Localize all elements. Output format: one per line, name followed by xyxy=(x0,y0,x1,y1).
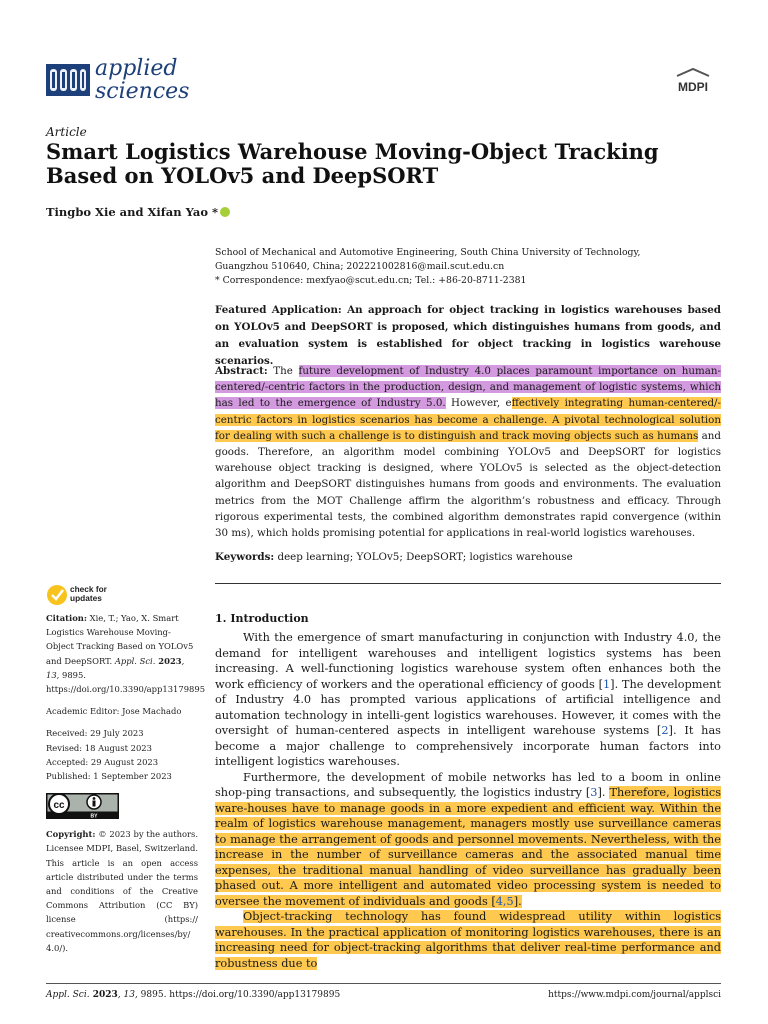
paragraph-3 xyxy=(215,909,721,971)
author-names: Tingbo Xie and Xifan Yao * xyxy=(46,205,219,219)
paragraph-1-text-a: With the emergence of smart manufacturing in conjunction with Industry 4.0, the demand for intelligent warehouses and intelligent logistics systems has been increasing. A well-functioning logistics warehouse system often enhances both the work efficiency of workers and the operational efficiency of goods [ xyxy=(215,631,721,691)
citation-doi[interactable]: 9895. https://doi.org/10.3390/app13179895 xyxy=(46,669,206,695)
abstract xyxy=(215,363,721,541)
copyright-label: Copyright: xyxy=(46,829,96,840)
sidebar xyxy=(46,611,206,955)
footer-divider xyxy=(46,983,721,984)
paragraph-1 xyxy=(215,630,721,770)
footer-journal-url[interactable]: https://www.mdpi.com/journal/applsci xyxy=(548,990,721,1000)
abstract-text-1: The xyxy=(273,365,299,377)
paragraph-1-text-c: ]. It has become a major challenge to comprehensively incorporate human factors into intelligent logistics warehouses. xyxy=(215,724,721,768)
abstract-text-2: However, e xyxy=(445,397,512,410)
featured-application: Featured Application: An approach for object tracking in logistics warehouses based on YOLOv5 and DeepSORT is proposed, which distinguishes humans from goods, and an evaluation system is established for object tracking in logistics warehouse scenarios. xyxy=(215,304,721,367)
keywords xyxy=(215,551,573,563)
date-revised: Revised: 18 August 2023 xyxy=(46,742,152,753)
abstract-highlight-purple: future development of Industry 4.0 places paramount importance on human-centered/-centric factors in the production, design, and management of logistic systems, which has led to the emergence of Industry 5.0. xyxy=(215,365,722,410)
check-for-updates-line2: updates xyxy=(70,593,102,603)
section-heading: 1. Introduction xyxy=(215,612,309,625)
citation-year: 2023 xyxy=(155,655,182,666)
page-title: Smart Logistics Warehouse Moving-Object Tracking Based on YOLOv5 and DeepSORT xyxy=(46,139,659,188)
svg-text:cc: cc xyxy=(53,800,65,812)
copyright-text: © 2023 by the authors. Licensee MDPI, Basel, Switzerland. This article is an open access article distributed under the terms and conditions of the Creative Commons Attribution (CC BY) license (https:// creativecommons.org/licenses/by/ 4.0/). xyxy=(46,829,198,953)
academic-editor: Academic Editor: Jose Machado xyxy=(46,706,182,717)
mdpi-wordmark: MDPI xyxy=(678,80,708,94)
journal-name-line1: applied xyxy=(95,56,178,81)
orcid-icon[interactable] xyxy=(220,207,230,217)
abstract-label: Abstract: xyxy=(215,365,268,377)
paragraph-1-text-b: ]. The development of Industry 4.0 has prompted various applications of artificial intelligence and automation technology in intelli-gent logistics warehouses. However, it comes with the oversight of human-centered aspects in intelligent warehouse systems [ xyxy=(215,677,721,737)
journal-logo-icon xyxy=(46,60,90,100)
footer-doi[interactable]: 9895. https://doi.org/10.3390/app13179895 xyxy=(137,990,341,1000)
affiliation-line1: School of Mechanical and Automotive Engineering, South China University of Technology, xyxy=(215,247,641,258)
mdpi-logo xyxy=(667,66,719,96)
citation-link-2[interactable]: 2 xyxy=(661,724,669,737)
footer-year: 2023 xyxy=(89,990,118,1000)
copyright xyxy=(46,827,198,955)
paragraph-2-text-c: ]. xyxy=(513,894,522,908)
paragraph-2 xyxy=(215,770,721,910)
affiliation-line2: Guangzhou 510640, China; 202221002816@mail.scut.edu.cn xyxy=(215,261,505,272)
citation xyxy=(46,611,206,696)
article-type: Article xyxy=(46,125,87,139)
abstract-text-3: and goods. Therefore, an algorithm model combining YOLOv5 and DeepSORT for logistics warehouse object tracking is designed, where YOLOv5 is selected as the object-detection algorithm and DeepSORT distinguishes humans from goods and environments. The evaluation metrics from the MOT Challenge affirm the algorithm’s robustness and efficacy. Through rigorous experimental tests, the combined algorithm demonstrates rapid convergence (within 30 ms), which holds promising potential for applications in real-world logistics warehouses. xyxy=(215,429,721,540)
date-received: Received: 29 July 2023 xyxy=(46,728,144,739)
citation-text: Xie, T.; Yao, X. Smart Logistics Warehouse Moving-Object Tracking Based on YOLOv5 and DeepSORT. xyxy=(46,613,194,666)
authors xyxy=(46,205,230,219)
citation-journal: Appl. Sci. xyxy=(114,655,156,666)
paragraph-2-text-b: ]. xyxy=(597,786,610,799)
abstract-highlight-yellow: ffectively integrating human-centered/-centric factors in logistics scenarios has become a challenge. A pivotal technological solution for dealing with such a challenge is to distinguish and track moving objects such as humans xyxy=(215,397,721,442)
paragraph-2-text-a: Furthermore, the development of mobile networks has led to a boom in online shop-ping transactions, and subsequently, the logistics industry [ xyxy=(215,770,721,799)
citation-link-3[interactable]: 3 xyxy=(590,786,598,799)
journal-name xyxy=(95,57,189,103)
body-text xyxy=(215,630,721,971)
check-for-updates-label[interactable] xyxy=(70,585,107,603)
footer-journal: Appl. Sci. xyxy=(46,990,90,1000)
date-published: Published: 1 September 2023 xyxy=(46,771,172,782)
affiliation xyxy=(215,246,725,288)
keywords-label: Keywords: xyxy=(215,551,275,563)
footer-volume: , 13, xyxy=(117,990,138,1000)
paragraph-3-highlight: Object-tracking technology has found widespread utility within logistics warehouses. In the practical application of monitoring logistics warehouses, there is an increasing need for object-tracking algorithms that deliver real-time performance and robustness due to xyxy=(215,910,721,970)
footer-citation xyxy=(46,990,340,1000)
check-for-updates-line1: check for xyxy=(70,584,107,594)
date-accepted: Accepted: 29 August 2023 xyxy=(46,756,159,767)
citation-label: Citation: xyxy=(46,613,87,623)
journal-name-line2: sciences xyxy=(95,79,190,104)
correspondence: * Correspondence: mexfyao@scut.edu.cn; Tel.: +86-20-8711-2381 xyxy=(215,275,527,286)
divider xyxy=(215,583,721,584)
citation-link-4-5[interactable]: 4,5 xyxy=(495,894,514,908)
citation-link-1[interactable]: 1 xyxy=(602,677,611,691)
citation-volume: , 13, xyxy=(46,655,185,680)
cc-by-label: BY xyxy=(90,813,98,820)
paragraph-2-highlight: Therefore, logistics ware-houses have to manage goods in a more expedient and efficient way. Within the realm of logistics warehouse management, managers mostly use surveillance cameras to manage the arrangement of goods and personnel movements. Nevertheless, with the increase in the number of surveillance cameras and the associated manual time expenses, the traditional manual handling of video surveillance has gradually been phased out. A more intelligent and automated video processing system is needed to oversee the movement of individuals and goods [ xyxy=(215,786,721,908)
keywords-list: deep learning; YOLOv5; DeepSORT; logistics warehouse xyxy=(274,551,573,563)
cc-by-license-icon[interactable] xyxy=(46,793,119,819)
